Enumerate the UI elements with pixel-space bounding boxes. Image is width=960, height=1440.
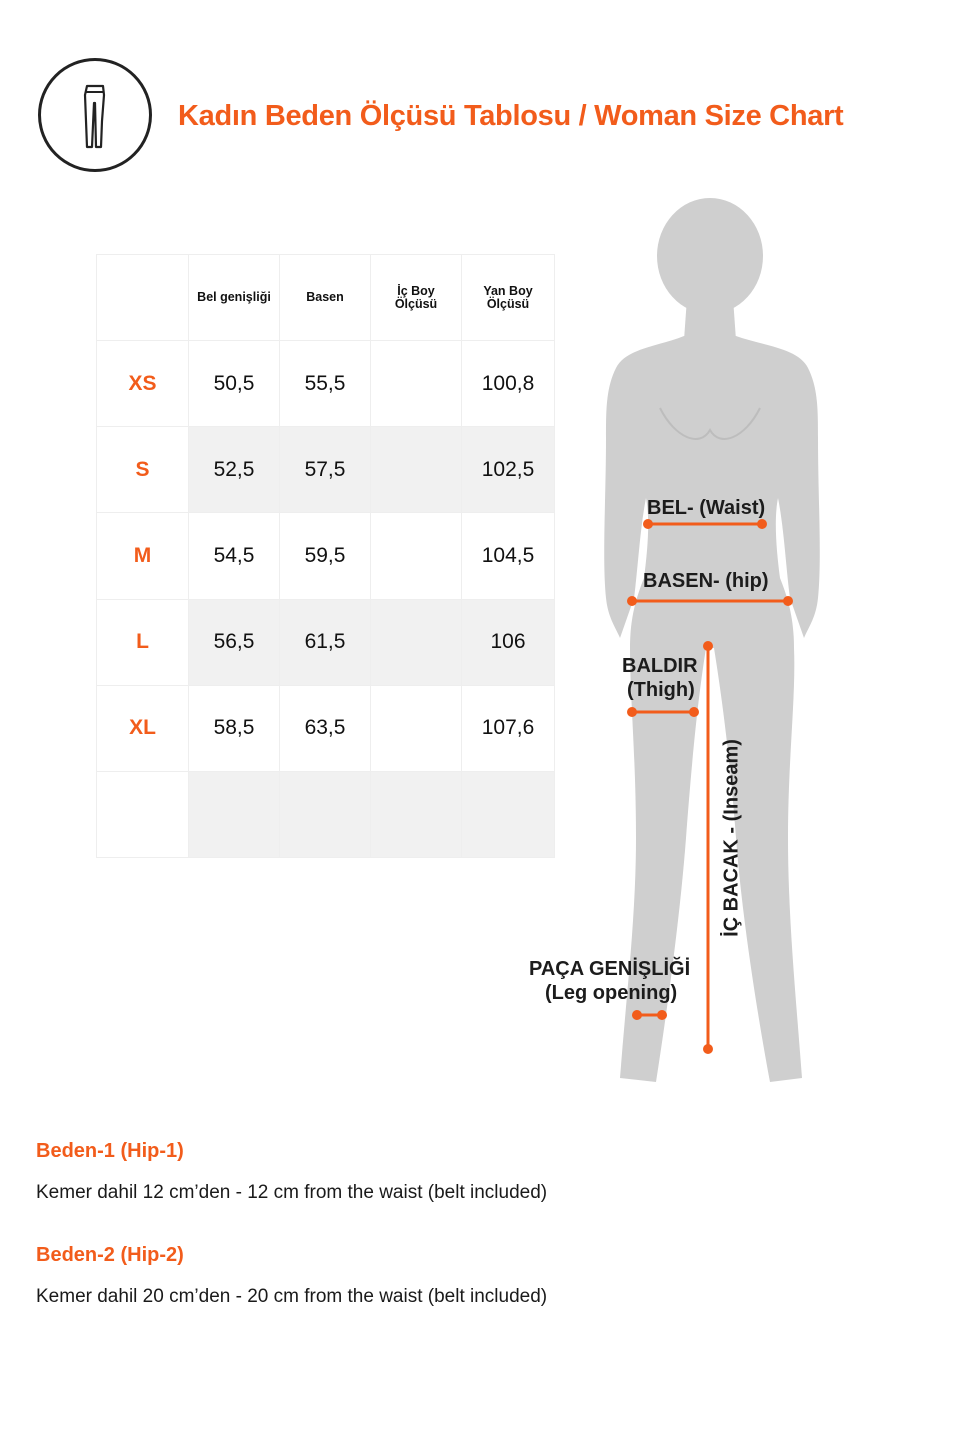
yan-boy-cell: 104,5 [462, 513, 555, 599]
size-cell: XS [97, 341, 189, 427]
leg-opening-label-line1: PAÇA GENİŞLİĞİ [529, 958, 691, 980]
bel-cell: 58,5 [189, 685, 280, 771]
header-basen: Basen [280, 255, 371, 341]
note-title-1: Beden-1 (Hip-1) [36, 1140, 184, 1162]
yan-boy-cell: 102,5 [462, 427, 555, 513]
note-text-1: Kemer dahil 12 cm’den - 12 cm from the waist (belt included) [36, 1182, 548, 1203]
basen-cell: 63,5 [280, 685, 371, 771]
yan-boy-cell: 106 [462, 599, 555, 685]
waist-label: BEL- (Waist) [647, 497, 766, 519]
yan-boy-cell: 107,6 [462, 685, 555, 771]
basen-cell: 57,5 [280, 427, 371, 513]
page-title: Kadın Beden Ölçüsü Tablosu / Woman Size Chart [178, 100, 844, 132]
basen-cell: 59,5 [280, 513, 371, 599]
thigh-label-line1: BALDIR [622, 655, 698, 677]
note-text-2: Kemer dahil 20 cm’den - 20 cm from the waist (belt included) [36, 1286, 548, 1307]
bel-cell: 54,5 [189, 513, 280, 599]
size-cell: L [97, 599, 189, 685]
basen-cell: 55,5 [280, 341, 371, 427]
size-cell: S [97, 427, 189, 513]
size-cell: M [97, 513, 189, 599]
thigh-label-line2: (Thigh) [627, 679, 695, 701]
bel-cell: 56,5 [189, 599, 280, 685]
bel-cell: 50,5 [189, 341, 280, 427]
header-bel: Bel genişliği [189, 255, 280, 341]
basen-cell: 61,5 [280, 599, 371, 685]
size-cell: XL [97, 685, 189, 771]
note-title-2: Beden-2 (Hip-2) [36, 1244, 184, 1266]
leg-opening-label-line2: (Leg opening) [545, 982, 678, 1004]
header-yan-boy: Yan Boy Ölçüsü [462, 255, 555, 341]
inseam-label: İÇ BACAK - (Inseam) [720, 739, 743, 937]
bel-cell: 52,5 [189, 427, 280, 513]
yan-boy-cell: 100,8 [462, 341, 555, 427]
hip-label: BASEN- (hip) [643, 570, 769, 592]
header-ic-boy: İç Boy Ölçüsü [371, 255, 462, 341]
